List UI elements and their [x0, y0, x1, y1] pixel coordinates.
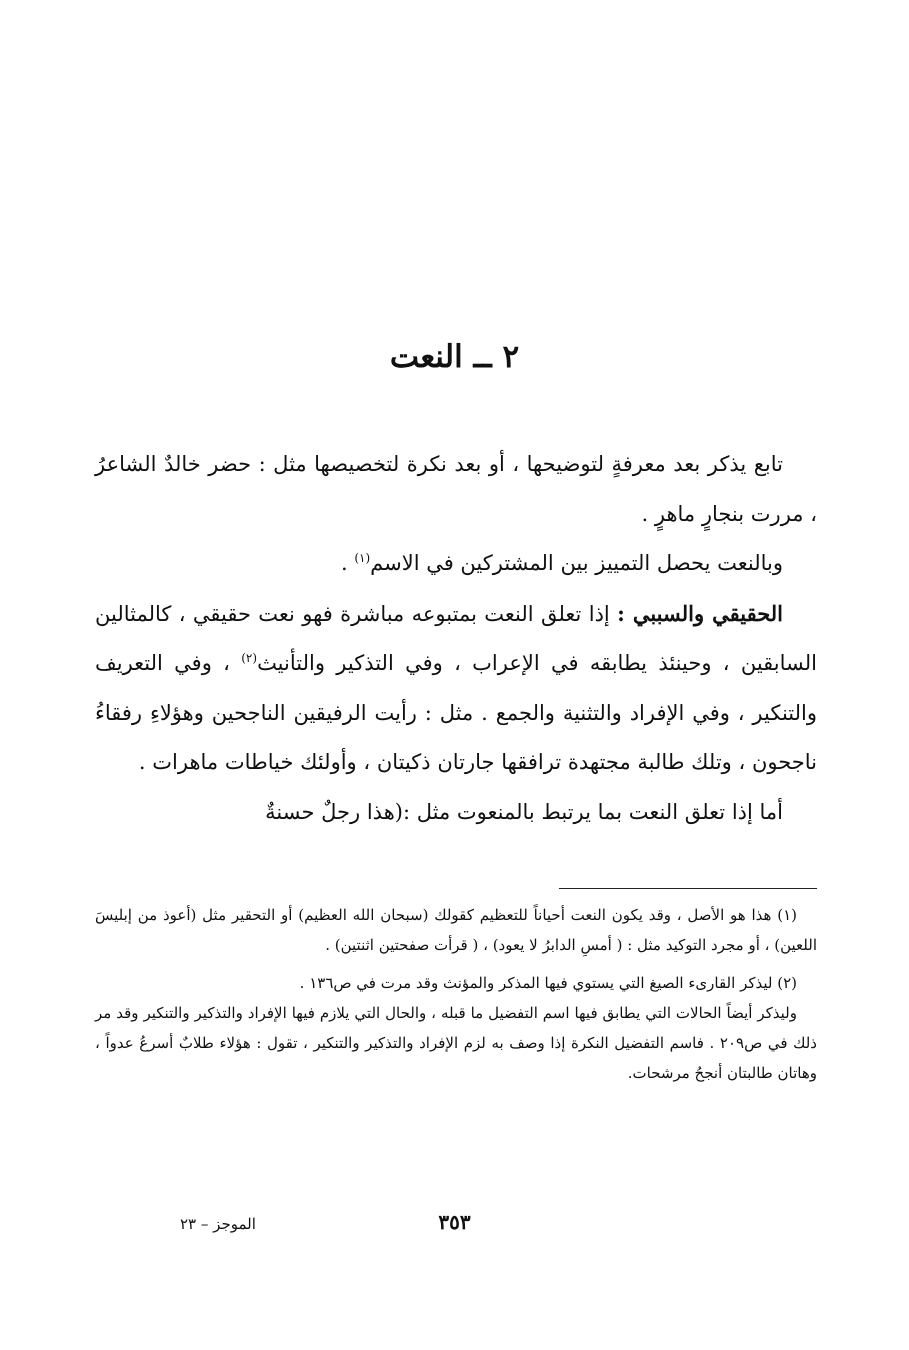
footnote-ref-1: (١): [354, 551, 371, 565]
footnote-2-part-a: (٢) ليذكر القارىء الصيغ التي يستوي فيها المذكر والمؤنث وقد مرت في ص١٣٦ .: [299, 974, 797, 992]
paragraph-distinction: [95, 539, 817, 589]
page-number: ٣٥٣: [438, 1210, 471, 1234]
footnotes: [95, 900, 817, 1088]
paragraph-real-causal-text-a: إذا تعلق النعت بمتبوعه مباشرة فهو نعت حقيقي ، كالمثالين السابقين ، وحينئذ يطابقه في الإعراب ، وفي التذكير والتأنيث: [95, 601, 818, 675]
paragraph-real-causal-text-b: ، وفي التعريف والتنكير ، وفي الإفراد والتثنية والجمع . مثل : رأيت الرفيقين الناجحين وهؤلاءِ رفقاءُ ناجحون ، وتلك طالبة مجتهدة ترافقها جارتان ذكيتان ، وأولئك خياطات ماهرات .: [95, 651, 817, 774]
chapter-title: ٢ ــ النعت: [389, 339, 520, 375]
section-term-real-causal: الحقيقي والسببي :: [617, 600, 783, 626]
paragraph-distinction-end: .: [340, 551, 355, 575]
main-text: [95, 440, 817, 837]
footnote-1: (١) هذا هو الأصل ، وقد يكون النعت أحياناً للتعظيم كقولك (سبحان الله العظيم) أو التحقير مثل (أعوذ من إبليسَ اللعين) ، أو مجرد التوكيد مثل : ( أمسِ الدابرُ لا يعود) ، ( قرأت صفحتين اثنتين) .: [95, 906, 817, 954]
paragraph-causal-start: أما إذا تعلق النعت بما يرتبط بالمنعوت مثل :(هذا رجلٌ حسنةٌ: [265, 799, 783, 824]
paragraph-definition: تابع يذكر بعد معرفةٍ لتوضيحها ، أو بعد نكرة لتخصيصها مثل : حضر خالدٌ الشاعرُ ، مررت بنجارٍ ماهرٍ .: [95, 452, 817, 526]
book-signature: الموجز – ٢٣: [180, 1215, 256, 1233]
footnote-divider: [559, 888, 817, 889]
paragraph-distinction-text: وبالنعت يحصل التمييز بين المشتركين في الاسم: [370, 551, 783, 575]
paragraph-real-causal: [95, 589, 817, 788]
footnote-2-part-b: وليذكر أيضاً الحالات التي يطابق فيها اسم التفضيل ما قبله ، والحال التي يلازم فيها الإفراد والتذكير والتنكير وقد مر ذلك في ص٢٠٩ . فاسم التفضيل النكرة إذا وصف به لزم الإفراد والتذكير والتنكير ، تقول : هؤلاء طلابٌ أسرعُ عدواً ، وهاتان طالبتان أنجحُ مرشحات.: [95, 1004, 817, 1082]
footnote-ref-2: (٢): [241, 651, 258, 665]
